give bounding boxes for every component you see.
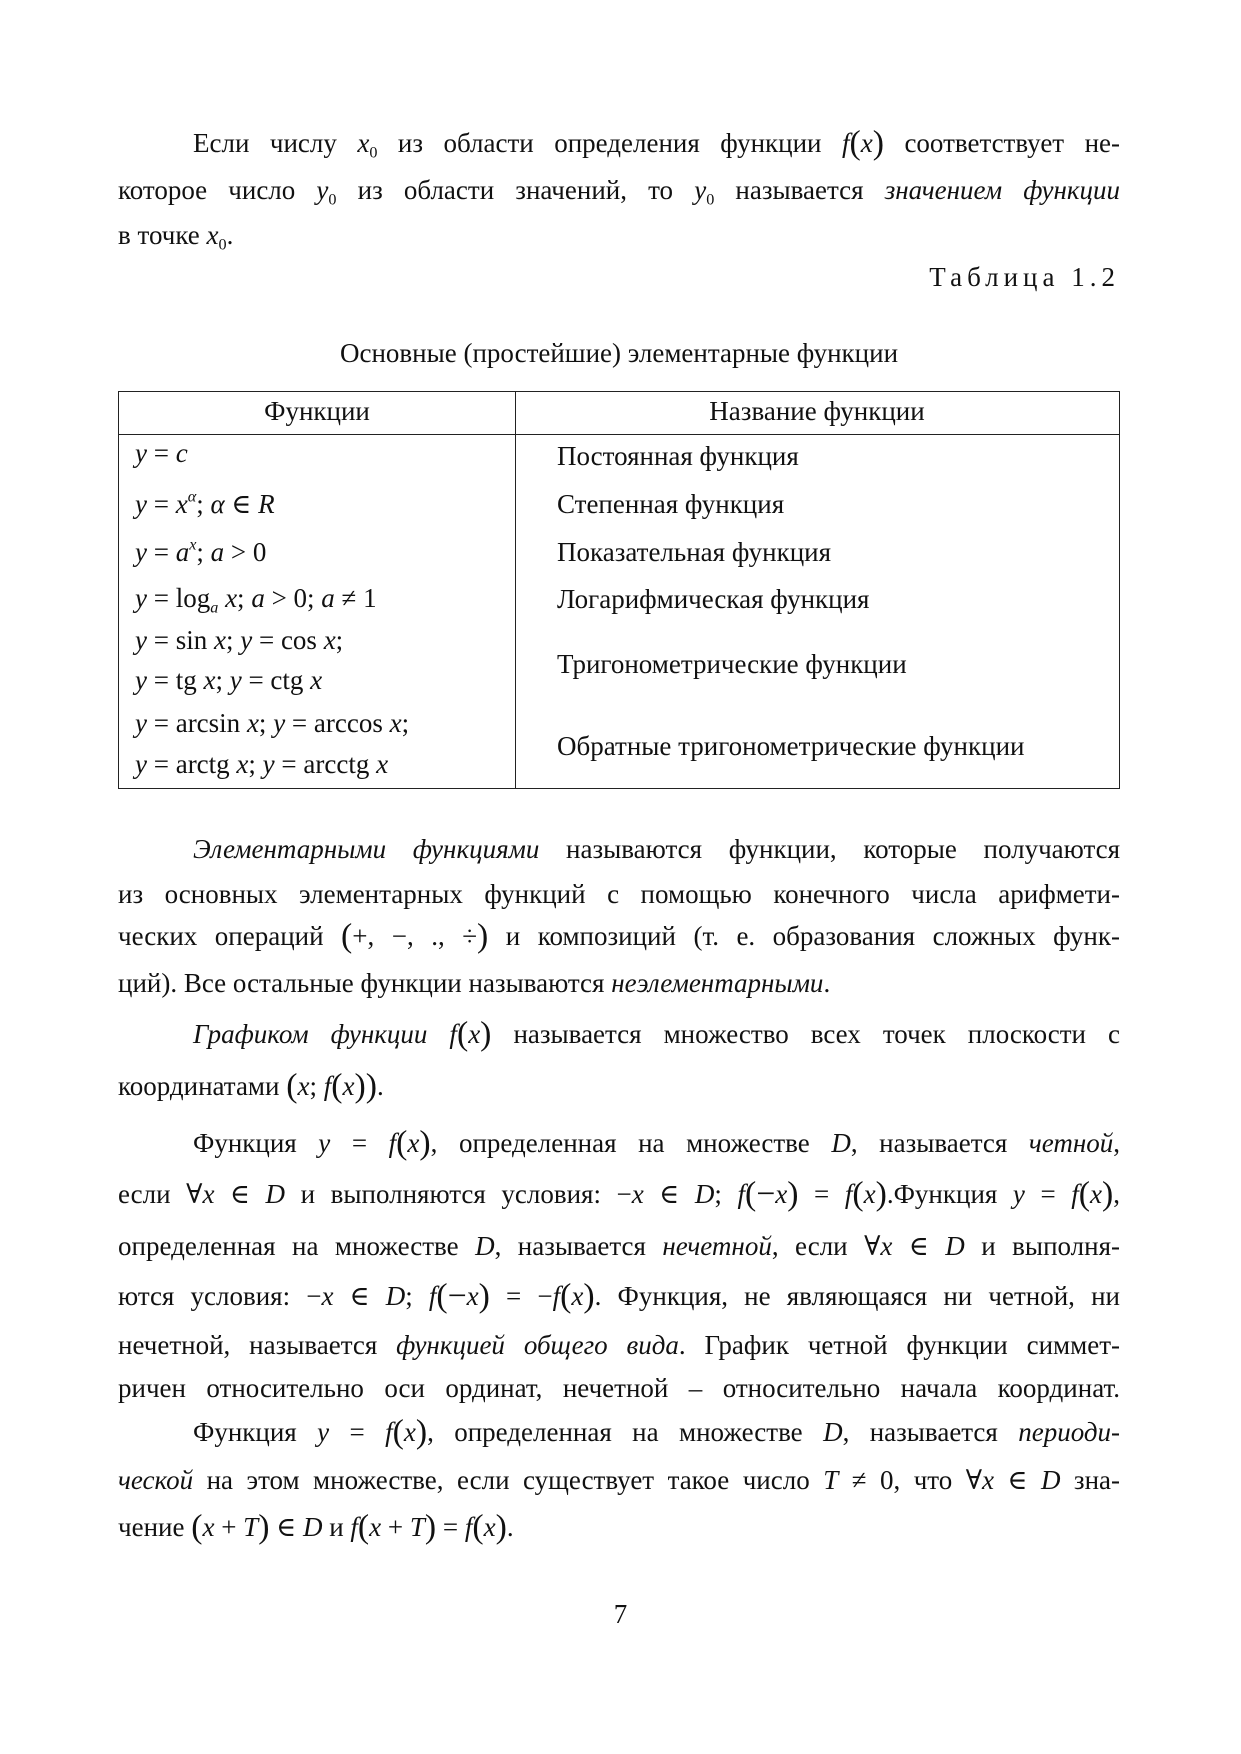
text-run: = arcctg [274,749,377,779]
text-run: ) [424,1508,437,1546]
text-run: > 0; [264,583,322,613]
formula-cell [135,747,388,781]
text-run: x [483,1512,496,1542]
text-run: x [357,128,370,158]
text-run: нечетной [662,1231,772,1261]
text-line [118,966,1120,1000]
text-run: ) [258,1508,270,1546]
functions-table [118,391,1120,789]
text-run: называется множество всех точек плоскости с [491,1019,1121,1049]
text-run: из области определения функции [377,128,842,158]
text-run: ; [237,583,252,613]
text-run: x [1090,1179,1102,1209]
text-run: x [376,749,389,779]
text-run: , [1113,1128,1120,1158]
text-run: ) [583,1277,595,1315]
header-functions: Функции [264,396,370,426]
text-run: x [246,708,259,738]
text-run: y [316,175,329,205]
text-run: значением функции [884,175,1120,205]
text-line [118,218,1120,252]
text-run: = [330,1128,389,1158]
text-run: соответствует не- [883,128,1121,158]
text-run: x [466,1281,479,1311]
function-name-cell: Показательная функция [557,537,832,567]
text-run: = [146,537,176,567]
text-run: Элементарными функциями [193,834,540,864]
text-run: x [631,1179,644,1209]
text-run: ( [456,1015,469,1053]
text-run: = [146,489,176,519]
text-run: x [775,1179,788,1209]
function-name-cell: Постоянная функция [557,441,799,471]
text-run: , называется [494,1231,663,1261]
text-run: . [226,220,234,250]
text-run: D [831,1128,851,1158]
text-run: ( [357,1508,370,1546]
text-run: и композиций (т. е. образования сложных функ- [488,921,1120,951]
text-run: = − [489,1281,553,1311]
text-run: ) [415,1413,428,1451]
text-run: x [342,1071,355,1101]
text-run: ; [405,1281,429,1311]
text-run: ческой [118,1465,194,1495]
text-run: x [468,1019,481,1049]
text-run: которое число [118,175,317,205]
text-line [193,1126,1120,1160]
function-name-cell: Тригонометрические функции [557,649,907,679]
text-run: a [321,583,335,613]
text-run: f [385,1417,393,1447]
text-run: ≠ 0, что ∀ [838,1465,983,1495]
text-run: . [506,1512,514,1542]
text-run: . [376,1071,384,1101]
text-run: f [428,1281,437,1311]
text-run: ; [401,708,410,738]
text-run: ( [191,1508,203,1546]
text-run: x [369,1512,382,1542]
text-line [118,1279,1120,1313]
function-name-cell: Обратные тригонометрические функции [557,731,1025,761]
text-run: f [350,1512,358,1542]
text-run: 0 [706,190,715,209]
text-run: f [388,1128,397,1158]
text-run: ; [335,625,344,655]
text-run: a [175,537,190,567]
text-run: D [302,1512,323,1542]
text-run: ( [472,1508,484,1546]
text-run: = arccos [285,708,390,738]
text-run: f [737,1179,745,1209]
text-run: , определенная на множестве [430,1128,832,1158]
text-run: в точке [118,220,207,250]
text-run: ; [258,708,274,738]
text-run: x [982,1465,994,1495]
text-run: ∈ [224,489,259,519]
text-run: координатами [118,1071,287,1101]
text-run: ) [495,1508,507,1546]
text-run: x [323,625,336,655]
text-run: ; [196,489,211,519]
text-run: = cos [252,625,324,655]
text-run: a [210,598,219,617]
text-run: f [464,1512,473,1542]
text-run: называется [714,175,885,205]
text-run: y [318,1128,331,1158]
text-run: называются функции, которые получаются [539,834,1120,864]
text-run: f [323,1071,332,1101]
text-line [118,1229,1120,1263]
text-run: x [189,535,197,554]
text-run: + [381,1512,410,1542]
text-run: ( [560,1277,572,1315]
text-run: = arcsin [146,708,247,738]
header-divider [119,434,1119,435]
text-run: x [860,128,873,158]
text-run: ) [478,1277,490,1315]
formula-cell [135,487,275,521]
text-run: (− [436,1277,467,1315]
text-run: ; [309,1071,324,1101]
text-run: ются условия: − [118,1281,322,1311]
text-run: ) [872,124,884,162]
text-run: y [135,583,147,613]
text-run: . Функция, не являющаяся ни четной, ни [594,1281,1120,1311]
text-line [118,1371,1120,1405]
text-line [118,1177,1120,1211]
text-run: α [210,489,225,519]
header-function-name: Название функции [709,396,925,426]
text-run: x [310,665,323,695]
text-run: x [407,1128,420,1158]
text-run: f [841,128,850,158]
text-line [193,126,1120,160]
text-run: ( [849,124,861,162]
text-run: ( [331,1067,343,1105]
text-run: x [863,1179,876,1209]
text-run: y [135,489,147,519]
text-run: T [823,1465,839,1495]
text-run: D [694,1179,715,1209]
text-run: ( [1078,1175,1091,1213]
text-run: чение [118,1512,192,1542]
text-run: ≠ 1 [334,583,377,613]
text-run: , называется [850,1128,1029,1158]
text-run: (− [744,1175,776,1213]
text-run: четной [1028,1128,1114,1158]
text-run: T [409,1512,425,1542]
formula-cell [135,436,188,470]
text-run: = log [146,583,211,613]
text-run: ∈ [333,1281,386,1311]
text-line [118,1069,1120,1103]
text-run: ∈ [643,1179,695,1209]
text-run: 0 [328,190,337,209]
text-run: из основных элементарных функций с помощью конечного числа арифмети- [118,879,1120,909]
text-run: 0 [218,235,227,254]
text-run: ) [477,917,489,955]
text-run: ( [392,1413,404,1451]
text-run: = ctg [241,665,311,695]
text-run: y [135,708,147,738]
text-run: T [243,1512,259,1542]
text-run: x [389,708,402,738]
column-divider [515,392,516,788]
text-run: y [135,665,147,695]
text-run: x [225,583,238,613]
formula-cell [135,581,377,615]
text-run: ) [419,1124,431,1162]
text-run: f [844,1179,853,1209]
text-run: ; [714,1179,738,1209]
text-run: . График четной функции симмет- [678,1330,1120,1360]
text-line [193,1017,1120,1051]
formula-cell [135,706,409,740]
text-line [118,173,1120,207]
text-line [118,1328,1120,1362]
text-run: и выполняются условия: − [285,1179,632,1209]
text-run: x [403,1417,416,1447]
text-run: из области значений, то [336,175,695,205]
text-run: и выполня- [964,1231,1120,1261]
text-run: y [694,175,707,205]
text-run: D [265,1179,286,1209]
text-run: ; [248,749,263,779]
text-run: ) [875,1175,887,1213]
text-run: D [945,1231,965,1261]
table-caption: Основные (простейшие) элементарные функции [339,338,899,368]
text-run: зна- [1060,1465,1121,1495]
text-run: , определенная на множестве [427,1417,824,1447]
text-run: ∈ [892,1231,946,1261]
text-line [118,1463,1120,1497]
text-run: ; [196,537,211,567]
text-run: x [297,1071,310,1101]
text-run: y [135,537,147,567]
text-run: определенная на множестве [118,1231,476,1261]
text-run: ∈ [214,1179,266,1209]
text-run: ) [787,1175,799,1213]
text-run: x [321,1281,334,1311]
formula-cell [135,663,322,697]
text-run [427,1019,449,1049]
text-run: x [202,1512,215,1542]
text-run: y [1012,1179,1025,1209]
text-run: = [329,1417,386,1447]
page-number: 7 [613,1599,628,1629]
text-run: x [175,489,188,519]
text-run: c [175,438,188,468]
text-run: ) [1102,1175,1114,1213]
table-label: Таблица 1.2 [929,262,1120,292]
text-run: D [385,1281,406,1311]
text-run: = sin [146,625,214,655]
text-run: ; [215,665,230,695]
text-run: ческих операций [118,921,342,951]
text-run: ( [396,1124,408,1162]
text-run: x [571,1281,584,1311]
function-name-cell: Логарифмическая функция [557,584,870,614]
text-run: , [1113,1179,1120,1209]
text-run: > 0 [224,537,267,567]
text-run: D [823,1417,843,1447]
text-run: f [1071,1179,1079,1209]
text-run: y [135,749,147,779]
text-run: = [146,438,176,468]
text-run: = [436,1512,465,1542]
text-run: функцией общего вида [396,1330,679,1360]
text-run: 0 [369,143,378,162]
text-run: и [322,1512,351,1542]
text-run: , если ∀ [771,1231,881,1261]
text-run: f [449,1019,457,1049]
text-run: y [273,708,286,738]
text-run: f [552,1281,561,1311]
text-run: , называется [842,1417,1019,1447]
text-run: ( [852,1175,864,1213]
text-run: y [229,665,242,695]
text-run: ций). Все остальные функции называются [118,968,612,998]
text-run: a [210,537,225,567]
text-run: + [214,1512,244,1542]
text-run: +, −, ., ÷ [352,921,478,951]
text-run: Функция [193,1128,319,1158]
text-run: нечетной, называется [118,1330,397,1360]
text-run: ) [480,1015,492,1053]
text-line [118,877,1120,911]
text-run: ричен относительно оси ординат, нечетной – относительно начала координат. [118,1373,1120,1403]
function-name-cell: Степенная функция [557,489,785,519]
text-run: y [135,625,147,655]
formula-cell [135,623,343,657]
text-run: ( [341,917,353,955]
text-run: на этом множестве, если существует такое число [193,1465,824,1495]
text-line [118,1510,1120,1544]
text-run: D [475,1231,495,1261]
text-run: Графиком функции [193,1019,428,1049]
formula-cell [135,535,266,569]
text-run: x [206,220,219,250]
text-run: ; [225,625,241,655]
text-run: = arctg [146,749,237,779]
text-run: D [1040,1465,1061,1495]
text-run: y [262,749,275,779]
text-run: ∈ [994,1465,1041,1495]
text-run: . [823,968,831,998]
text-run: ( [286,1067,298,1105]
text-run: y [317,1417,330,1447]
text-run: x [880,1231,893,1261]
text-run: Функция [193,1417,318,1447]
text-run: неэлементарными [611,968,824,998]
text-run: R [258,489,275,519]
text-run: если ∀ [118,1179,203,1209]
text-run: x [202,1179,215,1209]
text-run: α [187,487,197,506]
text-run: = [798,1179,845,1209]
text-run: ∈ [269,1512,303,1542]
text-run: )) [354,1067,377,1105]
text-run: Если числу [193,128,358,158]
text-run: x [236,749,249,779]
text-run: x [213,625,226,655]
text-run: x [203,665,216,695]
text-run: = [1024,1179,1072,1209]
text-line [193,1415,1120,1449]
text-run: периоди- [1018,1417,1120,1447]
text-run: .Функция [886,1179,1013,1209]
text-line [118,919,1120,953]
text-run: y [135,438,147,468]
text-run: y [240,625,253,655]
text-run: = tg [146,665,204,695]
text-run: a [251,583,265,613]
text-line [193,832,1120,866]
